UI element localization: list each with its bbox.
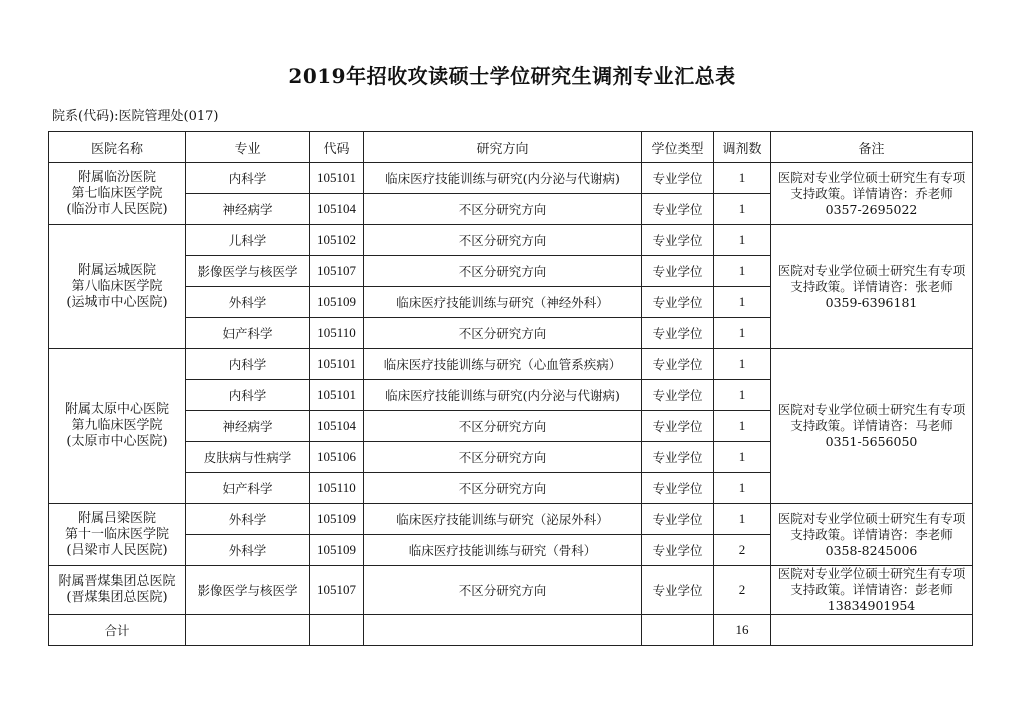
note-cell: 医院对专业学位硕士研究生有专项支持政策。详情请咨：乔老师0357-2695022	[771, 163, 973, 225]
page-title: 2019年招收攻读硕士学位研究生调剂专业汇总表	[288, 64, 736, 88]
header-code: 代码	[310, 132, 364, 163]
code-cell: 105101	[310, 163, 364, 194]
header-direction: 研究方向	[364, 132, 642, 163]
table-row	[49, 504, 973, 535]
direction-cell: 临床医疗技能训练与研究（神经外科）	[364, 287, 642, 318]
degree-cell: 专业学位	[642, 411, 714, 442]
hospital-name-line: (临汾市人民医院)	[66, 201, 168, 217]
hospital-name-line: (晋煤集团总医院)	[66, 590, 168, 605]
note-cell: 医院对专业学位硕士研究生有专项支持政策。详情请咨：马老师0351-5656050	[771, 349, 973, 504]
header-row	[49, 132, 973, 163]
count-cell: 1	[714, 504, 771, 535]
hospital-name-line: 第八临床医学院	[71, 278, 163, 294]
degree-cell: 专业学位	[642, 194, 714, 225]
count-cell: 1	[714, 318, 771, 349]
direction-cell: 临床医疗技能训练与研究(内分泌与代谢病)	[364, 380, 642, 411]
count-cell: 2	[714, 535, 771, 566]
hospital-name-line: (吕梁市人民医院)	[66, 542, 168, 558]
table-row	[49, 349, 973, 380]
direction-cell: 不区分研究方向	[364, 566, 642, 615]
total-row	[49, 615, 973, 646]
code-cell: 105101	[310, 380, 364, 411]
major-cell: 儿科学	[186, 225, 310, 256]
note-cell: 医院对专业学位硕士研究生有专项支持政策。详情请咨：张老师0359-6396181	[771, 225, 973, 349]
direction-cell: 不区分研究方向	[364, 256, 642, 287]
empty-cell	[186, 615, 310, 646]
hospital-name-cell	[49, 566, 186, 615]
major-cell: 神经病学	[186, 194, 310, 225]
degree-cell: 专业学位	[642, 535, 714, 566]
major-cell: 外科学	[186, 287, 310, 318]
admission-table	[48, 131, 973, 646]
direction-cell: 临床医疗技能训练与研究（骨科）	[364, 535, 642, 566]
direction-cell: 临床医疗技能训练与研究（泌尿外科）	[364, 504, 642, 535]
degree-cell: 专业学位	[642, 163, 714, 194]
direction-cell: 不区分研究方向	[364, 194, 642, 225]
code-cell: 105110	[310, 318, 364, 349]
degree-cell: 专业学位	[642, 566, 714, 615]
hospital-name-line: 附属临汾医院	[77, 169, 156, 185]
code-cell: 105104	[310, 411, 364, 442]
code-cell: 105106	[310, 442, 364, 473]
major-cell: 神经病学	[186, 411, 310, 442]
table-row	[49, 566, 973, 615]
code-cell: 105110	[310, 473, 364, 504]
degree-cell: 专业学位	[642, 473, 714, 504]
header-note: 备注	[771, 132, 973, 163]
code-cell: 105109	[310, 504, 364, 535]
hospital-name-cell	[49, 163, 186, 225]
major-cell: 影像医学与核医学	[186, 256, 310, 287]
table-row	[49, 163, 973, 194]
empty-cell	[310, 615, 364, 646]
degree-cell: 专业学位	[642, 442, 714, 473]
major-cell: 皮肤病与性病学	[186, 442, 310, 473]
header-count: 调剂数	[714, 132, 771, 163]
direction-cell: 不区分研究方向	[364, 473, 642, 504]
code-cell: 105107	[310, 566, 364, 615]
hospital-name-cell	[49, 225, 186, 349]
hospital-name-cell	[49, 504, 186, 566]
direction-cell: 不区分研究方向	[364, 318, 642, 349]
count-cell: 1	[714, 442, 771, 473]
degree-cell: 专业学位	[642, 349, 714, 380]
major-cell: 妇产科学	[186, 473, 310, 504]
count-cell: 1	[714, 256, 771, 287]
code-cell: 105104	[310, 194, 364, 225]
hospital-name-line: (太原市中心医院)	[66, 434, 168, 449]
empty-cell	[642, 615, 714, 646]
code-cell: 105101	[310, 349, 364, 380]
degree-cell: 专业学位	[642, 225, 714, 256]
department-label: 院系(代码):医院管理处(017)	[52, 109, 219, 124]
hospital-name-cell	[49, 349, 186, 504]
header-degree: 学位类型	[642, 132, 714, 163]
degree-cell: 专业学位	[642, 256, 714, 287]
total-label: 合计	[49, 615, 186, 646]
count-cell: 1	[714, 380, 771, 411]
count-cell: 1	[714, 411, 771, 442]
count-cell: 2	[714, 566, 771, 615]
count-cell: 1	[714, 194, 771, 225]
major-cell: 内科学	[186, 349, 310, 380]
major-cell: 外科学	[186, 535, 310, 566]
total-count: 16	[714, 615, 771, 646]
major-cell: 外科学	[186, 504, 310, 535]
table-row	[49, 225, 973, 256]
hospital-name-line: 第九临床医学院	[71, 418, 163, 433]
code-cell: 105109	[310, 287, 364, 318]
note-cell: 医院对专业学位硕士研究生有专项支持政策。详情请咨：李老师0358-8245006	[771, 504, 973, 566]
count-cell: 1	[714, 163, 771, 194]
count-cell: 1	[714, 287, 771, 318]
empty-cell	[364, 615, 642, 646]
direction-cell: 临床医疗技能训练与研究（心血管系疾病）	[364, 349, 642, 380]
major-cell: 内科学	[186, 163, 310, 194]
major-cell: 内科学	[186, 380, 310, 411]
hospital-name-line: 附属晋煤集团总医院	[58, 574, 176, 589]
table-body	[49, 163, 973, 646]
major-cell: 妇产科学	[186, 318, 310, 349]
header-major: 专业	[186, 132, 310, 163]
direction-cell: 不区分研究方向	[364, 411, 642, 442]
note-cell: 医院对专业学位硕士研究生有专项支持政策。详情请咨：彭老师13834901954	[771, 566, 973, 615]
degree-cell: 专业学位	[642, 380, 714, 411]
direction-cell: 临床医疗技能训练与研究(内分泌与代谢病)	[364, 163, 642, 194]
count-cell: 1	[714, 473, 771, 504]
degree-cell: 专业学位	[642, 504, 714, 535]
count-cell: 1	[714, 225, 771, 256]
code-cell: 105109	[310, 535, 364, 566]
direction-cell: 不区分研究方向	[364, 442, 642, 473]
degree-cell: 专业学位	[642, 287, 714, 318]
hospital-name-line: 第十一临床医学院	[64, 526, 169, 542]
hospital-name-line: 附属运城医院	[77, 262, 156, 278]
empty-cell	[771, 615, 973, 646]
hospital-name-line: 第七临床医学院	[71, 185, 163, 201]
hospital-name-line: 附属太原中心医院	[64, 402, 169, 417]
code-cell: 105107	[310, 256, 364, 287]
count-cell: 1	[714, 349, 771, 380]
hospital-name-line: (运城市中心医院)	[66, 294, 168, 310]
code-cell: 105102	[310, 225, 364, 256]
hospital-name-line: 附属吕梁医院	[77, 510, 156, 526]
direction-cell: 不区分研究方向	[364, 225, 642, 256]
major-cell: 影像医学与核医学	[186, 566, 310, 615]
degree-cell: 专业学位	[642, 318, 714, 349]
header-hospital: 医院名称	[49, 132, 186, 163]
